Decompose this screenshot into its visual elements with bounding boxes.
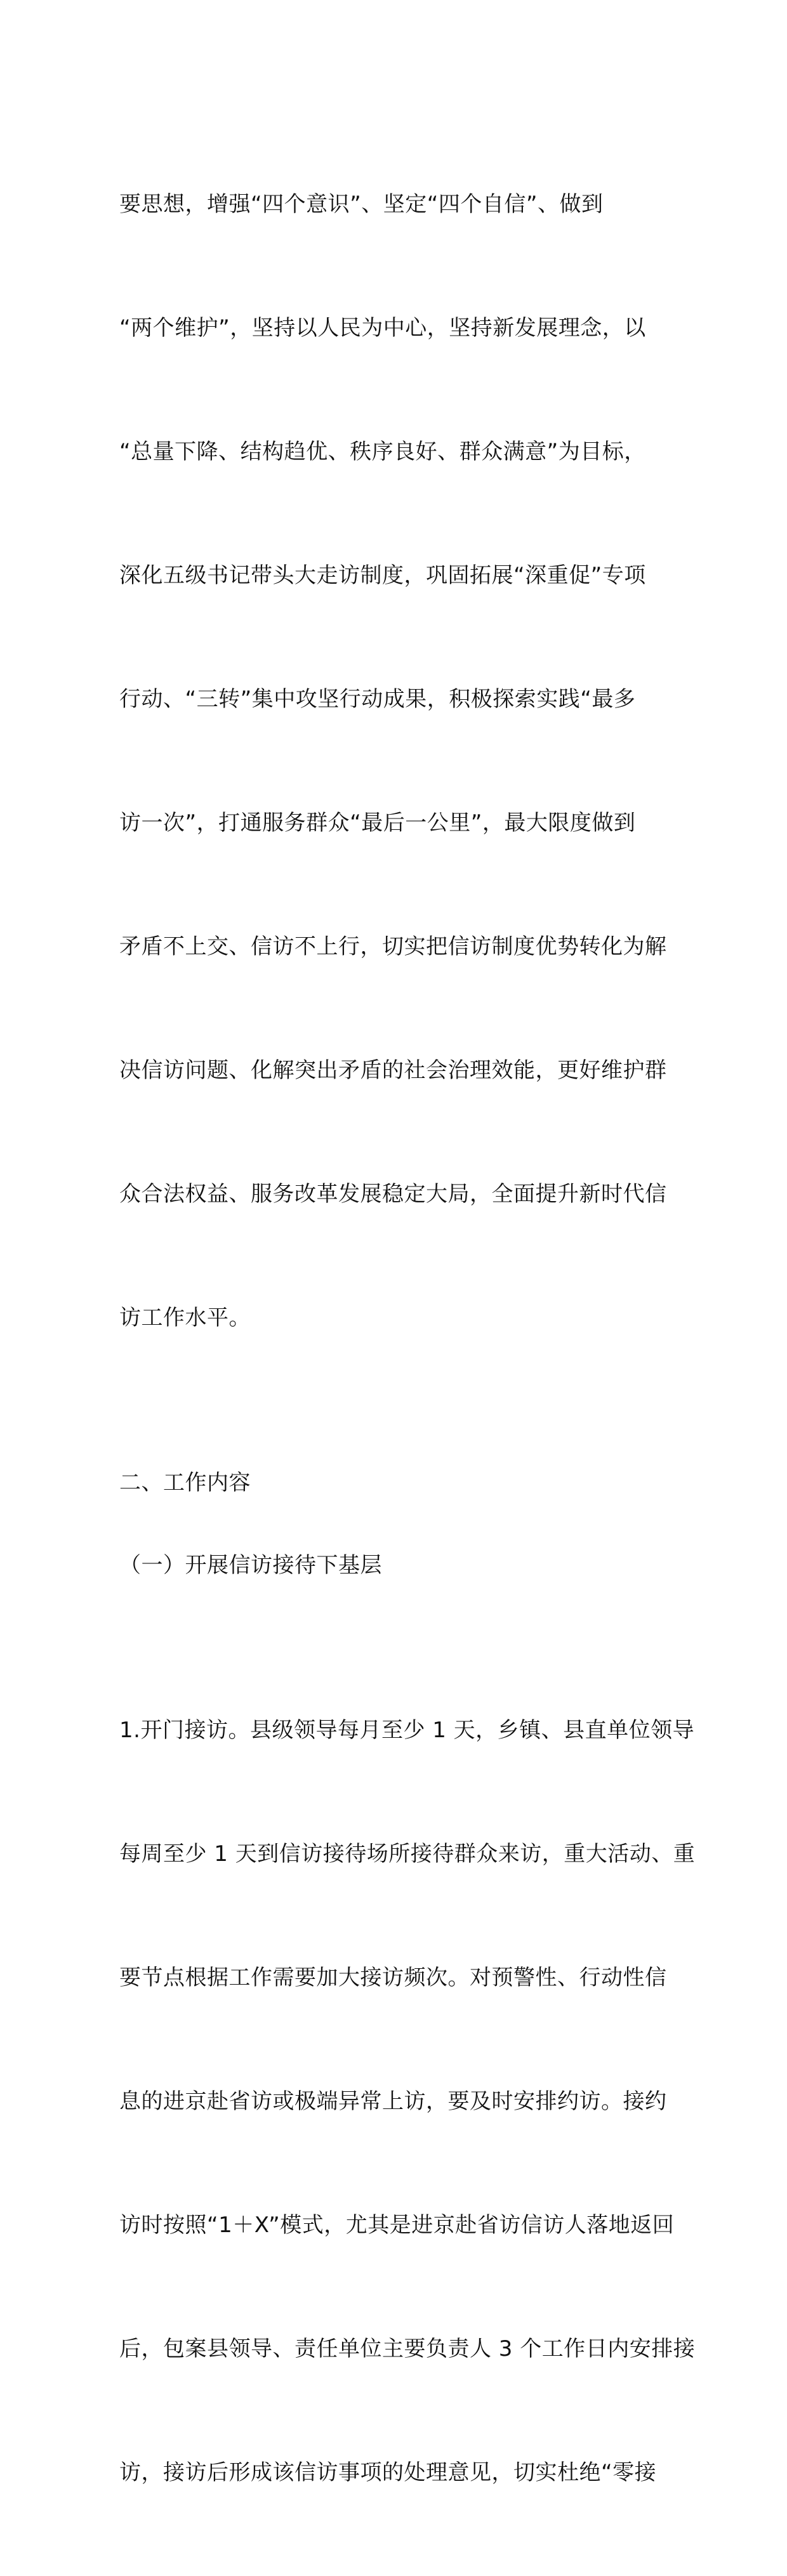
paragraph-line: 访一次”，打通服务群众“最后一公里”，最大限度做到 (119, 810, 636, 836)
section-heading: 二、工作内容 (119, 1470, 251, 1495)
paragraph-line: 要思想，增强“四个意识”、坚定“四个自信”、做到 (119, 192, 604, 217)
paragraph-line: 要节点根据工作需要加大接访频次。对预警性、行动性信 (119, 1965, 667, 1990)
paragraph-line: 后，包案县领导、责任单位主要负责人 3 个工作日内安排接 (119, 2336, 696, 2362)
spacer (119, 1421, 671, 1462)
paragraph-line: 访工作水平。 (119, 1305, 251, 1331)
paragraph-line: “两个维护”，坚持以人民为中心，坚持新发展理念，以 (119, 315, 646, 341)
spacer (119, 1586, 671, 1627)
paragraph-line: 矛盾不上交、信访不上行，切实把信访制度优势转化为解 (119, 934, 667, 959)
paragraph-line: 深化五级书记带头大走访制度，巩固拓展“深重促”专项 (119, 563, 646, 588)
paragraph-line: 息的进京赴省访或极端异常上访，要及时安排约访。接约 (119, 2089, 667, 2114)
paragraph-line: 访时按照“1＋X”模式，尤其是进京赴省访信访人落地返回 (119, 2212, 675, 2238)
spacer (119, 1504, 671, 1545)
subsection-heading: （一）开展信访接待下基层 (119, 1553, 382, 1578)
paragraph-line: 行动、“三转”集中攻坚行动成果，积极探索实践“最多 (119, 687, 636, 712)
paragraph-line: 访，接访后形成该信访事项的处理意见，切实杜绝“零接 (119, 2460, 657, 2485)
item-1-paragraph (119, 1627, 696, 2576)
paragraph-line: 决信访问题、化解突出矛盾的社会治理效能，更好维护群 (119, 1058, 667, 1083)
intro-paragraph (119, 102, 671, 1421)
paragraph-line: 每周至少 1 天到信访接待场所接待群众来访，重大活动、重 (119, 1841, 696, 1867)
paragraph-line: 1.开门接访。县级领导每月至少 1 天，乡镇、县直单位领导 (119, 1718, 695, 1743)
paragraph-line: “总量下降、结构趋优、秩序良好、群众满意”为目标， (119, 439, 646, 464)
paragraph-line: 众合法权益、服务改革发展稳定大局，全面提升新时代信 (119, 1181, 667, 1207)
document-body (119, 102, 696, 2576)
